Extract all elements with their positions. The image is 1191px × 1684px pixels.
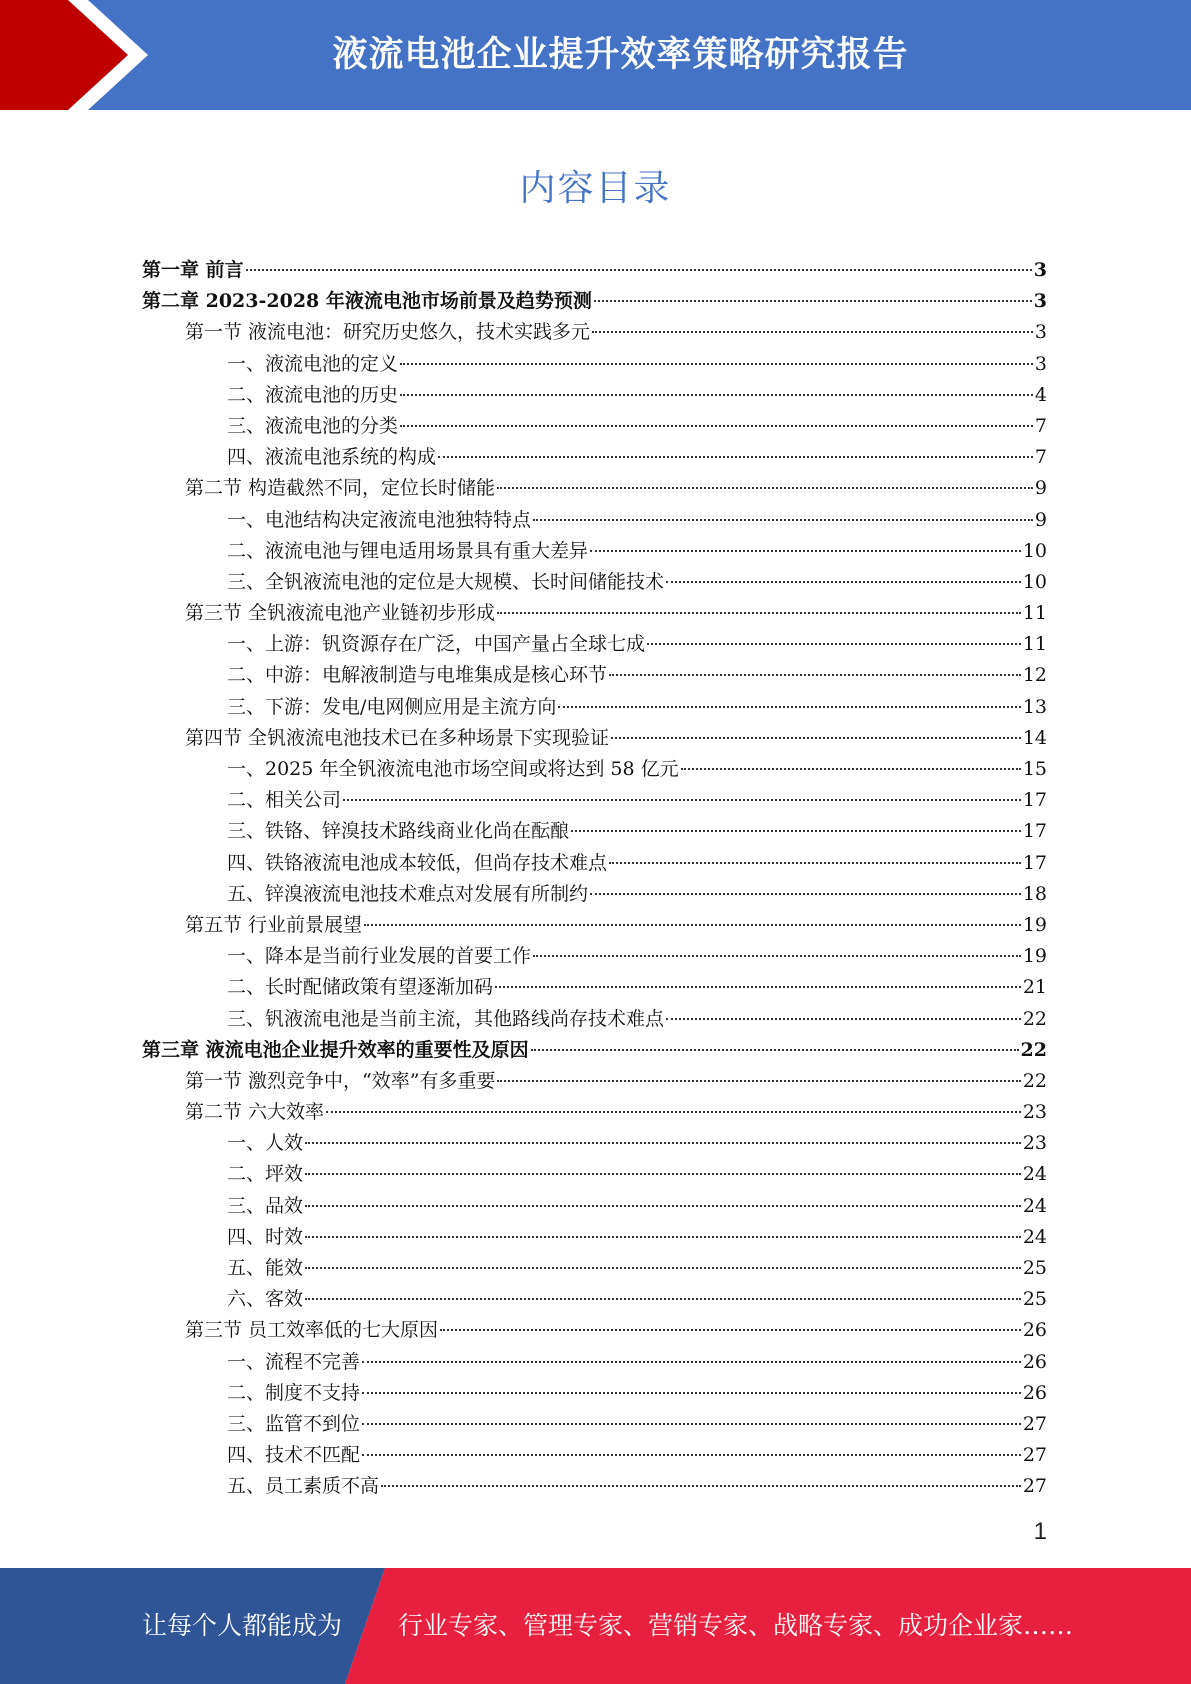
toc-entry-item[interactable]	[142, 1004, 1047, 1035]
toc-entry-page: 3	[1033, 290, 1047, 313]
toc-entry-label: 二、制度不支持	[227, 1381, 361, 1404]
toc-dot-leader	[594, 300, 1032, 302]
toc-entry-page: 27	[1022, 1475, 1047, 1498]
toc-entry-page: 27	[1022, 1412, 1047, 1435]
toc-entry-label: 四、铁铬液流电池成本较低，但尚存技术难点	[227, 851, 608, 874]
toc-entry-item[interactable]	[142, 1253, 1047, 1284]
toc-entry-page: 26	[1022, 1381, 1047, 1404]
toc-dot-leader	[343, 799, 1021, 801]
toc-dot-leader	[381, 1485, 1021, 1487]
toc-entry-label: 二、坪效	[227, 1163, 304, 1186]
toc-entry-page: 11	[1022, 633, 1047, 656]
toc-entry-section[interactable]	[142, 473, 1047, 504]
toc-entry-label: 五、能效	[227, 1257, 304, 1279]
toc-entry-label: 第二节 构造截然不同，定位长时储能	[185, 477, 496, 500]
toc-entry-page: 22	[1020, 1038, 1047, 1061]
toc-entry-label: 三、品效	[227, 1194, 304, 1217]
toc-dot-leader	[400, 363, 1033, 365]
toc-entry-label: 三、全钒液流电池的定位是大规模、长时间储能技术	[227, 570, 665, 593]
toc-entry-label: 六、客效	[227, 1288, 304, 1311]
toc-entry-section[interactable]	[142, 723, 1047, 754]
toc-entry-page: 22	[1022, 1069, 1047, 1092]
toc-entry-item[interactable]	[142, 1128, 1047, 1159]
toc-dot-leader	[681, 768, 1021, 770]
toc-entry-page: 9	[1034, 508, 1047, 531]
toc-entry-page: 10	[1022, 539, 1047, 562]
toc-entry-item[interactable]	[142, 629, 1047, 660]
toc-dot-leader	[400, 394, 1033, 396]
toc-dot-leader	[362, 1361, 1021, 1363]
toc-entry-label: 第一节 液流电池：研究历史悠久，技术实践多元	[185, 321, 591, 344]
toc-entry-page: 18	[1022, 882, 1047, 905]
toc-dot-leader	[305, 1205, 1021, 1207]
toc-entry-label: 一、降本是当前行业发展的首要工作	[227, 945, 532, 968]
toc-dot-leader	[362, 1454, 1021, 1456]
toc-entry-label: 二、长时配储政策有望逐渐加码	[227, 976, 494, 999]
toc-entry-chapter[interactable]	[142, 1035, 1047, 1066]
toc-entry-page: 25	[1022, 1288, 1047, 1311]
toc-entry-label: 一、2025 年全钒液流电池市场空间或将达到 58 亿元	[227, 758, 679, 780]
toc-dot-leader	[531, 1049, 1019, 1051]
toc-dot-leader	[571, 830, 1021, 832]
toc-entry-section[interactable]	[142, 1066, 1047, 1097]
toc-dot-leader	[590, 893, 1021, 895]
toc-entry-item[interactable]	[142, 1409, 1047, 1440]
toc-dot-leader	[438, 456, 1033, 458]
toc-entry-item[interactable]	[142, 879, 1047, 910]
toc-entry-item[interactable]	[142, 505, 1047, 536]
toc-entry-label: 第三章 液流电池企业提升效率的重要性及原因	[142, 1038, 529, 1061]
toc-entry-section[interactable]	[142, 317, 1047, 348]
toc-entry-page: 19	[1022, 913, 1047, 936]
toc-entry-item[interactable]	[142, 1347, 1047, 1378]
toc-entry-label: 第四节 全钒液流电池技术已在多种场景下实现验证	[185, 726, 610, 749]
toc-entry-label: 第二章 2023-2028 年液流电池市场前景及趋势预测	[142, 290, 592, 313]
toc-dot-leader	[497, 487, 1033, 489]
toc-entry-item[interactable]	[142, 1378, 1047, 1409]
footer-banner	[0, 1568, 1191, 1684]
toc-entry-page: 23	[1022, 1101, 1047, 1124]
footer-roles: 行业专家、管理专家、营销专家、战略专家、成功企业家……	[398, 1611, 1074, 1640]
toc-entry-label: 三、液流电池的分类	[227, 414, 399, 437]
toc-dot-leader	[440, 1329, 1021, 1331]
toc-entry-page: 10	[1022, 570, 1047, 593]
toc-entry-label: 二、液流电池的历史	[227, 383, 399, 406]
toc-entry-label: 三、铁铬、锌溴技术路线商业化尚在酝酿	[227, 820, 570, 843]
toc-entry-label: 一、液流电池的定义	[227, 352, 399, 375]
toc-dot-leader	[400, 425, 1033, 427]
toc-entry-page: 26	[1022, 1319, 1047, 1342]
toc-entry-item[interactable]	[142, 1440, 1047, 1471]
toc-entry-page: 25	[1022, 1257, 1047, 1279]
toc-entry-item[interactable]	[142, 442, 1047, 473]
footer-slogan: 让每个人都能成为	[142, 1611, 343, 1640]
toc-entry-page: 22	[1022, 1007, 1047, 1030]
toc-dot-leader	[609, 862, 1021, 864]
toc-entry-section[interactable]	[142, 1097, 1047, 1128]
toc-dot-leader	[305, 1267, 1021, 1269]
toc-entry-label: 三、监管不到位	[227, 1412, 361, 1435]
toc-dot-leader	[495, 986, 1021, 988]
toc-dot-leader	[362, 1423, 1021, 1425]
toc-entry-label: 第一节 激烈竞争中，“效率”有多重要	[185, 1069, 496, 1092]
toc-entry-item[interactable]	[142, 411, 1047, 442]
toc-entry-label: 五、员工素质不高	[227, 1475, 380, 1498]
toc-entry-page: 15	[1022, 758, 1047, 780]
toc-dot-leader	[611, 737, 1021, 739]
toc-entry-label: 三、钒液流电池是当前主流，其他路线尚存技术难点	[227, 1007, 665, 1030]
toc-dot-leader	[497, 612, 1021, 614]
toc-entry-item[interactable]	[142, 660, 1047, 691]
toc-entry-item[interactable]	[142, 972, 1047, 1003]
toc-dot-leader	[305, 1298, 1021, 1300]
toc-entry-label: 第五节 行业前景展望	[185, 913, 363, 936]
toc-dot-leader	[305, 1142, 1021, 1144]
table-of-contents	[142, 255, 1047, 1503]
toc-entry-page: 24	[1022, 1163, 1047, 1186]
toc-dot-leader	[533, 519, 1033, 521]
toc-entry-item[interactable]	[142, 941, 1047, 972]
toc-entry-label: 五、锌溴液流电池技术难点对发展有所制约	[227, 882, 589, 905]
toc-entry-page: 11	[1022, 602, 1047, 625]
toc-entry-item[interactable]	[142, 848, 1047, 879]
toc-dot-leader	[592, 331, 1033, 333]
report-title: 液流电池企业提升效率策略研究报告	[332, 35, 909, 75]
toc-entry-label: 一、上游：钒资源存在广泛，中国产量占全球七成	[227, 633, 646, 656]
toc-entry-page: 27	[1022, 1444, 1047, 1467]
toc-entry-label: 第二节 六大效率	[185, 1101, 325, 1124]
toc-entry-label: 一、电池结构决定液流电池独特特点	[227, 508, 532, 531]
toc-entry-section[interactable]	[142, 598, 1047, 629]
toc-entry-page: 7	[1034, 414, 1047, 437]
toc-dot-leader	[362, 1392, 1021, 1394]
toc-dot-leader	[590, 550, 1021, 552]
toc-entry-item[interactable]	[142, 1471, 1047, 1502]
toc-entry-chapter[interactable]	[142, 286, 1047, 317]
toc-entry-item[interactable]	[142, 1222, 1047, 1253]
toc-entry-page: 7	[1034, 446, 1047, 469]
toc-dot-leader	[666, 1018, 1021, 1020]
toc-entry-page: 3	[1034, 352, 1047, 375]
header-banner	[0, 0, 1191, 110]
toc-entry-item[interactable]	[142, 754, 1047, 785]
toc-entry-item[interactable]	[142, 1159, 1047, 1190]
toc-dot-leader	[326, 1111, 1021, 1113]
toc-entry-item[interactable]	[142, 1191, 1047, 1222]
toc-entry-chapter[interactable]	[142, 255, 1047, 286]
toc-entry-page: 12	[1022, 664, 1047, 687]
toc-entry-item[interactable]	[142, 692, 1047, 723]
toc-dot-leader	[533, 955, 1021, 957]
toc-dot-leader	[305, 1236, 1021, 1238]
toc-entry-page: 17	[1022, 789, 1047, 812]
toc-entry-label: 三、下游：发电/电网侧应用是主流方向	[227, 695, 557, 718]
toc-entry-label: 四、技术不匹配	[227, 1444, 361, 1467]
toc-entry-page: 3	[1034, 321, 1047, 344]
toc-entry-page: 23	[1022, 1132, 1047, 1155]
toc-entry-item[interactable]	[142, 380, 1047, 411]
toc-entry-page: 24	[1022, 1225, 1047, 1248]
toc-dot-leader	[305, 1173, 1021, 1175]
page-number: 1	[1033, 1518, 1047, 1545]
toc-entry-label: 二、液流电池与锂电适用场景具有重大差异	[227, 539, 589, 562]
toc-entry-item[interactable]	[142, 536, 1047, 567]
toc-entry-item[interactable]	[142, 349, 1047, 380]
toc-entry-item[interactable]	[142, 785, 1047, 816]
toc-entry-item[interactable]	[142, 1284, 1047, 1315]
toc-entry-page: 4	[1034, 383, 1047, 406]
toc-dot-leader	[609, 674, 1021, 676]
toc-entry-label: 一、人效	[227, 1132, 304, 1155]
toc-entry-page: 13	[1022, 695, 1047, 718]
toc-entry-label: 第三节 员工效率低的七大原因	[185, 1319, 439, 1342]
toc-entry-item[interactable]	[142, 816, 1047, 847]
toc-entry-page: 9	[1034, 477, 1047, 500]
toc-entry-page: 17	[1022, 820, 1047, 843]
toc-dot-leader	[558, 706, 1020, 708]
toc-entry-page: 14	[1022, 726, 1047, 749]
toc-entry-section[interactable]	[142, 910, 1047, 941]
toc-dot-leader	[647, 643, 1021, 645]
toc-entry-page: 21	[1022, 976, 1047, 999]
toc-entry-item[interactable]	[142, 567, 1047, 598]
toc-entry-page: 26	[1022, 1350, 1047, 1373]
toc-entry-label: 二、中游：电解液制造与电堆集成是核心环节	[227, 664, 608, 687]
toc-heading: 内容目录	[519, 168, 672, 209]
toc-entry-page: 19	[1022, 945, 1047, 968]
toc-entry-label: 四、时效	[227, 1225, 304, 1248]
toc-entry-label: 四、液流电池系统的构成	[227, 446, 437, 469]
toc-entry-section[interactable]	[142, 1315, 1047, 1346]
toc-dot-leader	[497, 1080, 1020, 1082]
toc-dot-leader	[246, 269, 1032, 271]
toc-entry-page: 3	[1033, 259, 1047, 281]
toc-entry-label: 一、流程不完善	[227, 1350, 361, 1373]
toc-entry-label: 第三节 全钒液流电池产业链初步形成	[185, 602, 496, 625]
toc-dot-leader	[364, 924, 1021, 926]
toc-entry-label: 二、相关公司	[227, 789, 342, 812]
toc-entry-page: 24	[1022, 1194, 1047, 1217]
toc-entry-page: 17	[1022, 851, 1047, 874]
toc-dot-leader	[666, 581, 1021, 583]
toc-entry-label: 第一章 前言	[142, 259, 244, 281]
